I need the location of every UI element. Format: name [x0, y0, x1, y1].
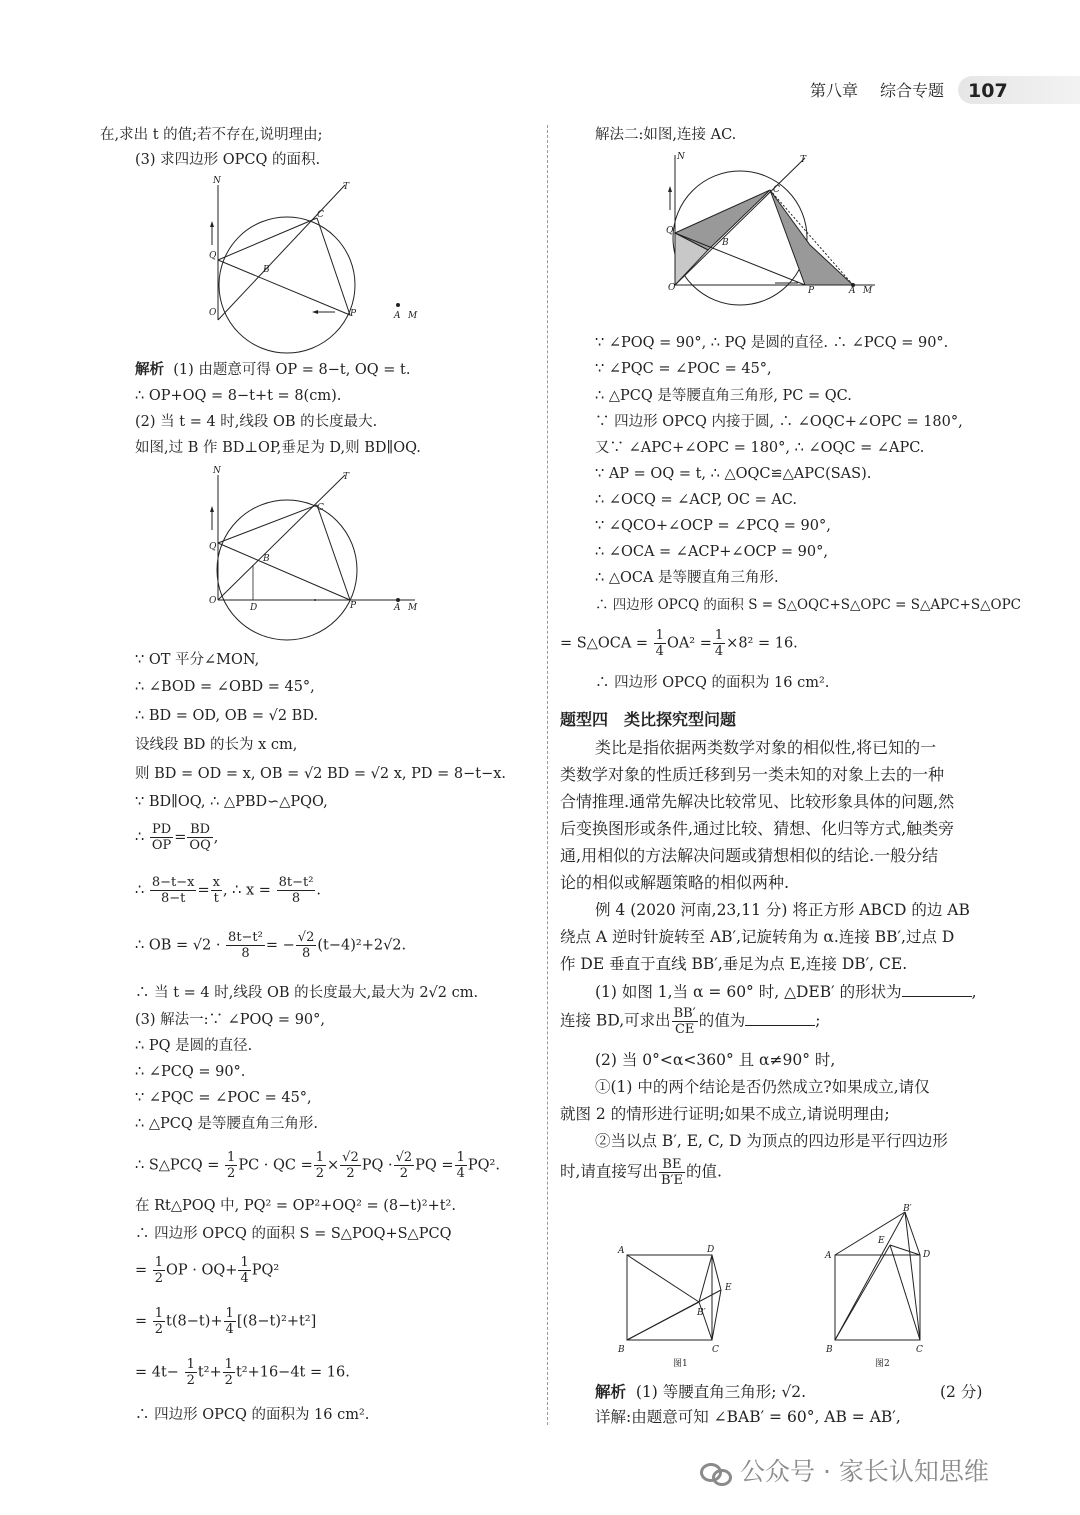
text-line: ∴ BD = OD, OB = √2 BD.: [135, 708, 319, 724]
fraction-equation: [135, 1150, 500, 1181]
denominator: 4: [225, 1322, 234, 1337]
fraction-equation: ∴ $\frac{8-t-x}{8-t}$ = $\frac{x}{t}$ , ∴ x = $\frac{\text{8t−t²}}{8}$ .: [135, 875, 322, 906]
numerator: 1: [714, 628, 724, 643]
label-M: M: [863, 286, 873, 296]
jiexi-label: 解析: [135, 362, 164, 378]
text-line: ∴ 四边形 OPCQ 的面积为 16 cm².: [595, 675, 830, 691]
fraction: [150, 822, 173, 853]
watermark-text: 公众号 · 家长认知思维: [740, 1457, 989, 1486]
text-line: ∴ PQ 是圆的直径.: [135, 1038, 253, 1054]
text-line: 类比是指依据两类数学对象的相似性,将已知的一: [595, 738, 937, 757]
fraction-equation: [560, 628, 798, 659]
denominator: 8: [301, 946, 311, 961]
numerator: 1: [315, 1150, 325, 1165]
denominator: 4: [240, 1271, 249, 1286]
label-D: D: [250, 603, 258, 613]
eq-text: PC · QC =: [238, 1157, 313, 1174]
numerator: 1: [456, 1150, 465, 1165]
label-D: D: [923, 1250, 931, 1260]
text-line: ∴ △PCQ 是等腰直角三角形.: [135, 1116, 318, 1132]
label-T: T: [800, 155, 807, 165]
label-E: E: [725, 1283, 732, 1293]
numerator: PD: [150, 822, 173, 838]
text-line: 解法二:如图,连接 AC.: [595, 127, 737, 143]
numerator: 8t−t²: [228, 930, 263, 945]
denominator: 2: [224, 1373, 233, 1388]
label-A: A: [825, 1251, 832, 1261]
fraction: [187, 822, 212, 853]
text-line: ∴ OP+OQ = 8−t+t = 8(cm).: [135, 388, 342, 404]
text-line: ∴ ∠BOD = ∠OBD = 45°,: [135, 679, 315, 695]
circle-figure-2: [200, 465, 430, 645]
answer-blank[interactable]: [902, 996, 972, 997]
fraction-equation: ∴ $\frac{PD}{OP}$ = $\frac{BD}{OQ}$ ,: [135, 822, 219, 853]
text-line: 在,求出 t 的值;若不存在,说明理由;: [100, 127, 323, 143]
denominator: 8−t: [160, 891, 186, 906]
solution-line: [135, 360, 411, 380]
text-line: 绕点 A 逆时针旋转至 AB′,记旋转角为 α.连接 BB′,过点 D: [560, 928, 955, 946]
label-Bp: B′: [697, 1308, 706, 1318]
fraction: [225, 1150, 237, 1181]
label-M: M: [408, 603, 418, 613]
numerator: 1: [186, 1357, 195, 1372]
figure-caption-2: 图2: [875, 1359, 890, 1369]
label-B: B: [722, 238, 729, 248]
fraction: [659, 1157, 685, 1188]
score-label: (2 分): [940, 1383, 983, 1401]
eq-text: PQ ·: [361, 1157, 393, 1174]
fraction: [672, 1006, 698, 1037]
text-line: ∵ ∠PQC = ∠POC = 45°,: [135, 1090, 312, 1106]
text-line: (3) 解法一:∵ ∠POQ = 90°,: [135, 1012, 326, 1028]
text-line: ∵ ∠PQC = ∠POC = 45°,: [595, 361, 772, 377]
text-line: ①(1) 中的两个结论是否仍然成立?如果成立,请仅: [595, 1078, 930, 1096]
fraction: [238, 1255, 250, 1286]
numerator: 1: [224, 1357, 233, 1372]
label-O: O: [209, 596, 217, 606]
denominator: CE: [674, 1022, 695, 1037]
text-line: ∴ △PCQ 是等腰直角三角形, PC = QC.: [595, 388, 852, 404]
eq-text: 时,请直接写出: [560, 1162, 658, 1181]
text-line: ②当以点 B′, E, C, D 为顶点的四边形是平行四边形: [595, 1132, 948, 1150]
denominator: 2: [227, 1166, 236, 1181]
text-line: 如图,过 B 作 BD⊥OP,垂足为 D,则 BD∥OQ.: [135, 440, 421, 456]
label-T: T: [343, 472, 350, 482]
eq-text: t(8−t)+: [166, 1313, 223, 1330]
label-Q: Q: [209, 251, 217, 261]
eq-text: ∴: [135, 829, 145, 846]
denominator: 2: [399, 1166, 409, 1181]
text-line: 作 DE 垂直于直线 BB′,垂足为点 E,连接 DB′, CE.: [560, 955, 908, 973]
label-P: P: [350, 601, 357, 611]
text-line: ∴ ∠OCQ = ∠ACP, OC = AC.: [595, 492, 797, 508]
label-T: T: [343, 182, 350, 192]
text-line: 通,用相似的方法解决问题或猜想相似的结论.一般分结: [560, 846, 939, 865]
eq-text: t²+: [197, 1364, 222, 1381]
label-P: P: [350, 309, 357, 319]
numerator: 1: [655, 628, 664, 643]
square-figure-1: [615, 1240, 745, 1375]
fraction-equation: [135, 1357, 350, 1388]
denominator: 8: [291, 891, 301, 906]
text-line: ∴ 四边形 OPCQ 的面积 S = S△POQ+S△PCQ: [135, 1226, 452, 1242]
label-M: M: [408, 311, 418, 321]
label-B: B: [263, 554, 270, 564]
text-line: ∵ 四边形 OPCQ 内接于圆, ∴ ∠OQC+∠OPC = 180°,: [595, 414, 963, 430]
fraction: [224, 1306, 236, 1337]
text-line: ∵ ∠QCO+∠OCP = ∠PCQ = 90°,: [595, 518, 831, 534]
eq-text: t²+16−4t = 16.: [235, 1364, 350, 1381]
numerator: √2: [297, 930, 315, 945]
fraction: [455, 1150, 467, 1181]
label-Q: Q: [209, 542, 217, 552]
denominator: 2: [186, 1373, 195, 1388]
numerator: 8−t−x: [151, 875, 195, 890]
numerator: 1: [225, 1306, 234, 1321]
section-heading: 题型四 类比探究型问题: [560, 710, 737, 729]
fraction: [226, 930, 265, 961]
label-N: N: [677, 152, 685, 162]
eq-text: ,: [213, 829, 219, 846]
text-line: 论的相似或解题策略的相似两种.: [560, 873, 790, 892]
column-divider: [547, 125, 548, 1425]
denominator: 8: [241, 946, 250, 961]
eq-text: ×8² = 16.: [726, 635, 798, 652]
numerator: √2: [342, 1150, 359, 1165]
text-line: ∵ ∠POQ = 90°, ∴ PQ 是圆的直径. ∴ ∠PCQ = 90°.: [595, 335, 949, 351]
label-E: E: [878, 1236, 885, 1246]
eq-text: .: [316, 882, 322, 899]
numerator: 1: [154, 1306, 164, 1321]
fraction: [394, 1150, 415, 1181]
fraction: [153, 1255, 165, 1286]
text-line: ∴ 四边形 OPCQ 的面积 S = S△OQC+S△OPC = S△APC+S△OPC: [595, 597, 1021, 613]
question-line: [560, 1157, 722, 1188]
text-line: 详解:由题意可知 ∠BAB′ = 60°, AB = AB′,: [595, 1408, 901, 1426]
fraction-equation: [135, 1306, 316, 1337]
text-line: ∴ 当 t = 4 时,线段 OB 的长度最大,最大为 2√2 cm.: [135, 985, 479, 1001]
numerator: 1: [154, 1255, 164, 1270]
text-line: (1) 如图 1,当 α = 60° 时, △DEB′ 的形状为: [595, 983, 902, 1001]
fraction: [340, 1150, 361, 1181]
label-C: C: [317, 503, 324, 513]
label-Q: Q: [666, 226, 674, 236]
text-line: ∴ ∠OCA = ∠ACP+∠OCP = 90°,: [595, 544, 828, 560]
numerator: x: [212, 875, 220, 890]
numerator: BE: [659, 1157, 685, 1173]
label-A: A: [849, 286, 856, 296]
text-line: ∵ BD∥OQ, ∴ △PBD∽△PQO,: [135, 794, 328, 810]
fraction: [713, 628, 725, 659]
text-line: 又∵ ∠APC+∠OPC = 180°, ∴ ∠OQC = ∠APC.: [595, 440, 925, 456]
eq-text: PQ =: [415, 1157, 454, 1174]
page-number: 107: [968, 80, 1008, 102]
text-line: ∴ △OCA 是等腰直角三角形.: [595, 570, 779, 586]
label-O: O: [209, 308, 217, 318]
numerator: √2: [395, 1150, 413, 1165]
answer-blank[interactable]: [745, 1025, 815, 1026]
circle-figure-3: [660, 150, 890, 300]
eq-text: = −: [265, 937, 295, 954]
denominator: OQ: [189, 838, 211, 853]
denominator: 4: [655, 644, 664, 659]
label-A: A: [394, 603, 401, 613]
text-line: ∵ OT 平分∠MON,: [135, 652, 260, 668]
fraction: [185, 1357, 197, 1388]
eq-text: ×: [327, 1157, 340, 1174]
eq-text: 的值.: [685, 1162, 722, 1181]
numerator: BB′: [673, 1006, 696, 1021]
fraction: [153, 1306, 165, 1337]
wechat-icon: [700, 1461, 732, 1485]
label-A: A: [394, 311, 401, 321]
denominator: t: [213, 891, 219, 906]
eq-text: = 4t−: [135, 1364, 179, 1381]
jiexi-label: 解析: [595, 1383, 627, 1401]
denominator: B′E: [660, 1173, 683, 1188]
fraction: [277, 875, 316, 906]
fraction: [150, 875, 197, 906]
text-line: 就图 2 的情形进行证明;如果不成立,请说明理由;: [560, 1105, 890, 1123]
eq-text: = S△OCA =: [560, 635, 649, 652]
fraction-equation: [135, 1255, 279, 1286]
solution-line: [595, 1382, 806, 1402]
chapter-label: 第八章: [810, 81, 859, 100]
text-line: 例 4 (2020 河南,23,11 分) 将正方形 ABCD 的边 AB: [595, 901, 970, 919]
text-line: 在 Rt△POQ 中, PQ² = OP²+OQ² = (8−t)²+t².: [135, 1198, 456, 1214]
fraction: [223, 1357, 235, 1388]
denominator: 4: [456, 1166, 465, 1181]
text-line: ∵ AP = OQ = t, ∴ △OQC≌△APC(SAS).: [595, 466, 872, 482]
eq-text: ∴ OB = √2 ·: [135, 937, 221, 954]
numerator: 1: [240, 1255, 249, 1270]
label-O: O: [668, 283, 676, 293]
square-figure-2: [820, 1200, 940, 1375]
fraction: [314, 1150, 326, 1181]
label-A: A: [618, 1246, 625, 1256]
question-line: (1) 如图 1,当 α = 60° 时, △DEB′ 的形状为 ,: [595, 983, 977, 1001]
fraction-equation: [135, 930, 406, 961]
text-line: (2) 当 t = 4 时,线段 OB 的长度最大.: [135, 414, 378, 430]
label-B: B: [618, 1345, 625, 1355]
eq-text: =: [135, 1313, 148, 1330]
text-line: 类数学对象的性质迁移到另一类未知的对象上去的一种: [560, 765, 945, 784]
eq-text: PQ²: [251, 1262, 280, 1279]
numerator: BD: [187, 822, 212, 838]
label-C: C: [916, 1345, 923, 1355]
fraction: [211, 875, 222, 906]
eq-text: (t−4)²+2√2.: [317, 937, 407, 954]
text-line: ∴ ∠PCQ = 90°.: [135, 1064, 246, 1080]
denominator: 2: [346, 1166, 355, 1181]
denominator: 4: [714, 644, 724, 659]
watermark: [700, 1452, 989, 1492]
text-line: ∴ 四边形 OPCQ 的面积为 16 cm².: [135, 1407, 370, 1423]
label-Bp: B′: [903, 1204, 912, 1214]
eq-text: [(8−t)²+t²]: [236, 1313, 317, 1330]
eq-text: OA² =: [666, 635, 712, 652]
label-N: N: [213, 176, 221, 186]
label-D: D: [707, 1245, 715, 1255]
text-line: (1) 由题意可得 OP = 8−t, OQ = t.: [173, 362, 411, 378]
label-B: B: [263, 265, 270, 275]
text-line: (1) 等腰直角三角形; √2.: [635, 1383, 807, 1401]
eq-text: =: [135, 1262, 148, 1279]
text-line: (2) 当 0°<α<360° 且 α≠90° 时,: [595, 1051, 836, 1069]
denominator: 2: [154, 1322, 164, 1337]
text-line: 合情推理.通常先解决比较常见、比较形象具体的问题,然: [560, 792, 955, 811]
label-N: N: [213, 466, 221, 476]
circle-figure-1: [200, 175, 430, 355]
question-line: 连接 BD,可求出 $\frac{BB'}{CE}$ 的值为 ;: [560, 1006, 821, 1037]
eq-text: , ∴ x =: [222, 882, 271, 899]
fraction: [654, 628, 666, 659]
chapter-title: 综合专题: [880, 81, 945, 100]
text-line: (3) 求四边形 OPCQ 的面积.: [135, 152, 321, 168]
label-B: B: [826, 1345, 833, 1355]
label-P: P: [808, 286, 815, 296]
text-line: 设线段 BD 的长为 x cm,: [135, 737, 298, 753]
eq-text: PQ².: [467, 1157, 500, 1174]
denominator: OP: [151, 838, 172, 853]
label-C: C: [712, 1345, 719, 1355]
eq-text: ∴: [135, 882, 145, 899]
eq-text: ∴ S△PCQ =: [135, 1157, 220, 1174]
fraction: [296, 930, 317, 961]
label-C: C: [773, 185, 780, 195]
text-line: 则 BD = OD = x, OB = √2 BD = √2 x, PD = 8−t−x.: [135, 766, 507, 782]
eq-text: 的值为: [698, 1011, 746, 1030]
eq-text: OP · OQ+: [166, 1262, 238, 1279]
numerator: 8t−t²: [278, 875, 314, 890]
label-C: C: [317, 210, 324, 220]
numerator: 1: [227, 1150, 236, 1165]
text-line: 后变换图形或条件,通过比较、猜想、化归等方式,触类旁: [560, 819, 955, 838]
denominator: 2: [315, 1166, 325, 1181]
denominator: 2: [154, 1271, 164, 1286]
figure-caption-1: 图1: [673, 1359, 688, 1369]
eq-text: 连接 BD,可求出: [560, 1011, 671, 1030]
